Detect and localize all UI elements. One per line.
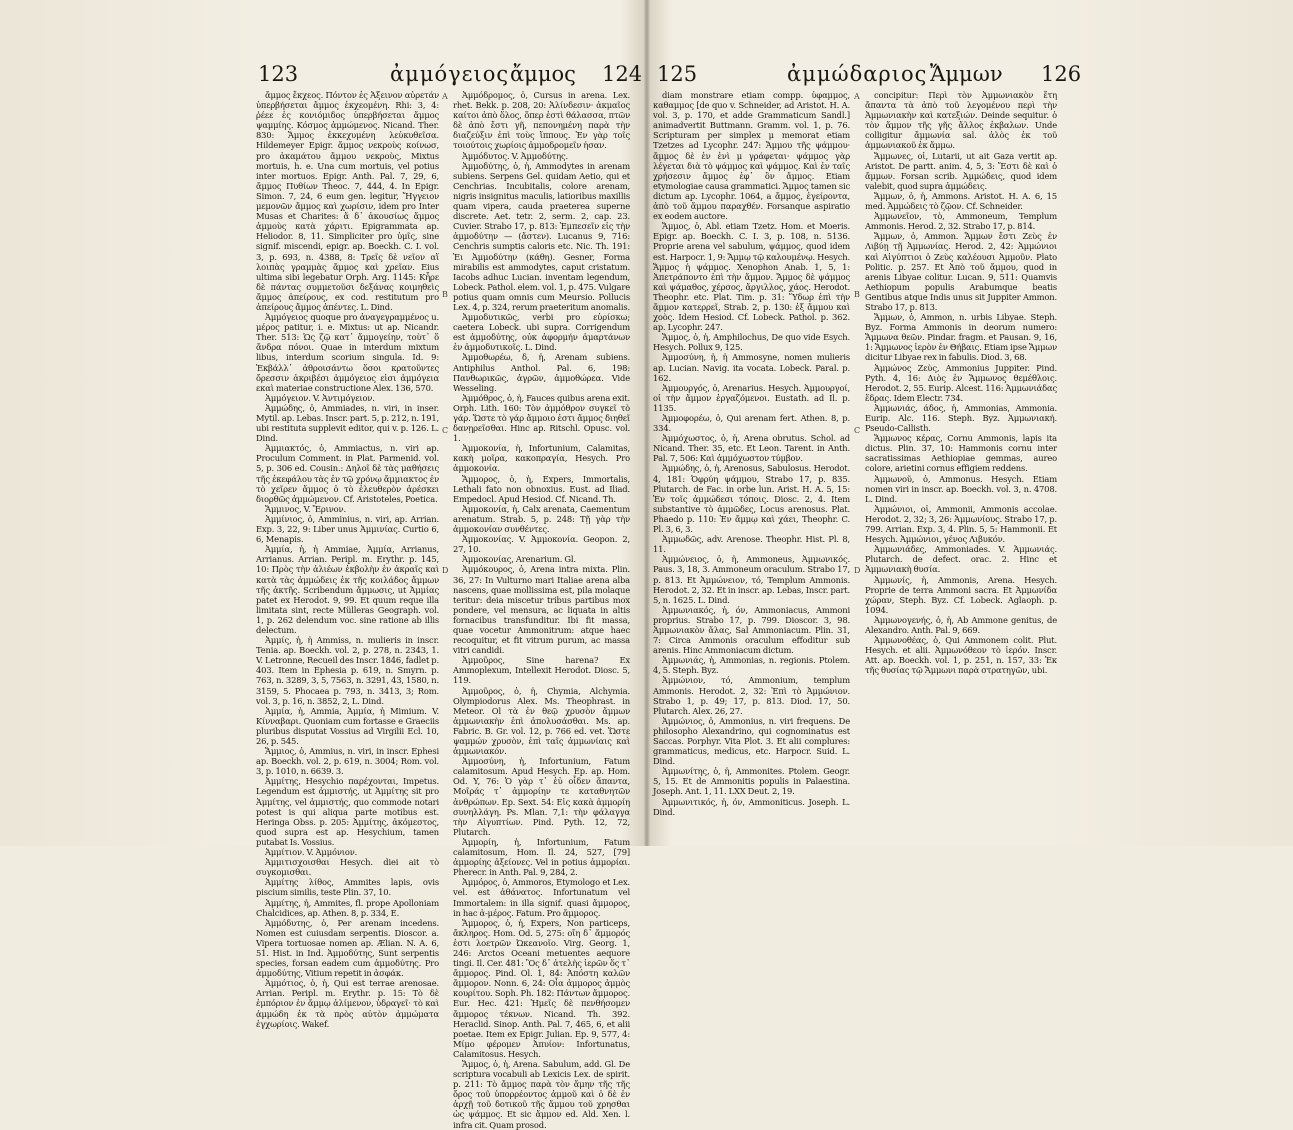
running-headword: ἀμμόγειος — [390, 62, 510, 86]
right-page-header — [647, 62, 1293, 86]
margin-letter: D — [854, 566, 861, 575]
dictionary-entry: Ἀμμοσύνη, ἡ, Infortunium, Fatum calamitosum. Apud Hesych. Ep. ap. Hom. Od. Y, 76: Ὁ γὰρ τ᾽ ἐὐ οἶδεν ἅπαντα, Μοῖράς τ᾽ ἀμμορίην τε καταθνητῶν ἀνθρώπων. Ep. Sext. 54: Εἰς κακὰ ἀμμορίη συνηλλάγη. Ps. Mlan. 7,1: τὴν φάλαγγα τὴν Αἰγυπτίων. Pind. Pyth. 12, 72, Plutarch. — [453, 756, 630, 837]
margin-letter: C — [854, 426, 861, 435]
dictionary-entry: Ἄμμινος, V. Ἔρινον. — [265, 503, 346, 514]
dictionary-entry: Ἀμμόγειος quoque pro ἀναγεγραμμένος u. μέρος patitur, i. e. Mixtus: ut ap. Nicandr. Ther. 513: Ὡς ζῷ κατ᾽ ἄμμογείην, τοὺτ᾽ ὅ ἄνδρα πόνοι. Quae in interdum mixtum libus, interdum scorium singula. Id. 9: Ἐκβάλλ᾽ ἀθροισάντω ὅσοι κρατοῦντες ὄρεσσιν ἀκριβέσι ἀμμόγειος εἰσι ἀμμόγεια εκαὶ materiae constructione Alex. 136, 570. — [256, 312, 439, 393]
dictionary-entry: Ἀμμοκονία, ἡ, Infortunium, Calamitas, κακὴ μοῖρα, κακοπραγία, Hesych. Pro ἀμμοκονία. — [453, 443, 630, 474]
dictionary-entry: Ἀμμία, ἡ, Ammia, Ἀμμία, ἡ Mimium. V. Κίνναβαρι. Quoniam cum fortasse e Graeciis pluribus disputat Vossius ad Virgilii Ecl. 10, 26, p. 545. — [256, 705, 439, 746]
dictionary-entry: Ἀμμώδης, ὁ, Ammiades, n. viri, in inser. Mytil. ap. Lebas. Inscr. part. 5, p. 212, n. 191, ubi restituta supplevit editor, qui v. p. 126. L. Dind. — [256, 402, 440, 444]
running-headword: ἀμμώδαριος — [787, 62, 928, 86]
dictionary-entry: Ἀμμωνίς, ἡ, Ammonis, Arena. Hesych. Proprie de terra Ammoni sacra. Et Ἀμμωνίδα χώραν, Steph. Byz. Cf. Lobeck. Aglaoph. p. 1094. — [865, 574, 1057, 615]
dictionary-entry: Ἀμμωδῶς, adv. Arenose. Theophr. Hist. Pl. 8, 11. — [653, 534, 850, 555]
text-column-b — [865, 90, 1057, 825]
page-number: 123 — [258, 62, 299, 86]
running-headword-right: Ἄμμων — [930, 62, 1003, 86]
dictionary-entry: Ἀμμωνιάς, ἡ, Ammonias, n. regionis. Ptolem. 4, 5. Steph. Byz. — [653, 655, 850, 676]
dictionary-entry: Ἀμμωνιακός, ἡ, όν, Ammoniacus, Ammoni proprius. Strabo 17, p. 799. Dioscor. 3, 98. Ἀμμωνιακὸν ἅλας, Sal Ammoniacum. Plin. 31, 7: Circa Ammonis oraculum effoditur sub arenis. Hinc Ammoniacum dictum. — [653, 604, 850, 656]
dictionary-entry: Ἀμμοσύνη, ἡ, ἡ Ammosyne, nomen mulieris ap. Lucian. Navig. ita vocata. Lobeck. Paral. p. 162. — [653, 352, 850, 383]
dictionary-entry: Ἀμμώνιος, ὁ, Ammonius, n. viri frequens. De philosopho Alexandrino, qui cognominatus est Saccas. Porphyr. Vita Plot. 3. Et alii complures: grammaticus, medicus, etc. Harpocr. Suid. L. Dind. — [653, 715, 850, 767]
dictionary-entry: Ἀμμοθωρέω, δ, ἡ, Arenam subiens. Antiphilus Anthol. Pal. 6, 198: Πανθωρικῶς, ἀγρῶν, ἀμμοθώρεα. Vide Wesseling. — [453, 352, 630, 393]
dictionary-entry: Ἀμμώδης, ὁ, ἡ, Arenosus, Sabulosus. Herodot. 4, 181: Ὀφρύη ψάμμου, Strabo 17, p. 835. Plutarch. de Fac. in orbe lun. Arist. H. A. 5, 15: Ἐν τοῖς ἀμμώδεσι τόποις. Diosc. 2, 4. Item substantive τὸ ἀμμῶδες, Locus arenosus. Plat. Phaedo p. 110: Ἐν ἄμμῳ καὶ χάει, Theophr. C. Pl. 3, 6, 3. — [653, 463, 850, 535]
page-number-right: 124 — [602, 62, 643, 86]
dictionary-entry: Ἄμμων, ὁ, ἡ, Ammons. Aristot. H. A. 6, 15 med. Ἀμμώδεις τὸ ζῷον. Cf. Schneider. — [865, 190, 1057, 212]
dictionary-entry: Ἀμμώνειος, ὁ, ἡ, Ammoneus, Ἀμμωνικός. Paus. 3, 18, 3. Ammoneum oraculum. Strabo 17, p. 813. Et Ἀμμώνειον, τό, Templum Ammonis. Herodot. 2, 32. Et in inscr. ap. Lebas, Inscr. part. 5, n. 1625. L. Dind. — [653, 554, 850, 605]
text-column-b — [453, 90, 630, 1130]
dictionary-entry: Ἀμμοῦρος, Sine harena? Ex Ammoplexum, Intellexit Herodot. Diosc. 5, 119. — [453, 655, 630, 686]
dictionary-entry: Ἀμμωνοθέας, ὁ, Qui Ammonem colit. Plut. Hesych. et alii. Ἀμμωνόθεον τὸ ἱερόν. Inscr. Att. ap. Boeckh. vol. 1, p. 251, n. 157, 33: Ἐκ τῆς θυσίας τῷ Ἄμμωνι παρὰ στρατηγῶν, ubi. — [865, 635, 1057, 676]
dictionary-entry: Ἄμμων, ὁ, Ammon. Ἄμμων ἔστι Ζεὺς ἐν Λιβύῃ τῇ Ἀμμωνίας. Herod. 2, 42: Ἀμμώνιοι καὶ Αἰγύπτιοι ὁ Ζεὺς καλέουσι Ἀμμοῦν. Plato Politic. p. 257. Et Ἀπὸ τοῦ ἄμμου, quod in arenis Libyae colitur. Lucan. 9, 511: Quamvis Aethiopum populis Arabumque beatis Gentibus atque Indis unus sit Juppiter Ammon. Strabo 17, p. 813. — [865, 231, 1057, 312]
page-number: 125 — [657, 62, 698, 86]
dictionary-entry: Ἄμμος, ὁ, ἡ, Amphilochus, De quo vide Esych. Hesych. Pollux 9, 125. — [653, 332, 850, 353]
dictionary-entry: Ἀμμοκονία, ἡ, Calx arenata, Caementum arenatum. Strab. 5, p. 248: Τῇ γὰρ τὴν ἀμμοκονίαν συνθέντες. — [453, 503, 630, 535]
dictionary-entry: Ἀμμωνιτικός, ἡ, όν, Ammoniticus. Joseph. L. Dind. — [653, 796, 850, 817]
text-column-a — [653, 90, 850, 825]
dictionary-entry: Ἄμμωνες, οἱ, Lutarii, ut ait Gaza vertit ap. Aristot. De partt. anim. 4, 5, 3: Ἔστι δὲ καὶ ὁ ἄμμων. Forsan scrib. Ἀμμώδεις, quod idem valebit, quod supra ἀμμώδεις. — [865, 150, 1057, 191]
dictionary-entry: Ἀμμίτιον. V. Ἀμμόνιον. — [265, 847, 358, 858]
dictionary-entry: concipitur: Περὶ τὸν Ἀμμωνιακὸν ἔτη ἄπαντα τὰ ἀπὸ τοῦ λεγομένου περὶ τὴν Ἀμμωνιακὴν καὶ κατεξιών. Deinde sequitur. ὁ τὸν ἄμμον τῆς γῆς ἄλλος ἐκβαλων. Unde colligitur ἄμμωνία sal. ἁλὸς ἐκ τοῦ ἀμμωνιακοῦ ἐκ ἄμμω. — [865, 90, 1057, 151]
dictionary-entry: Ἀμμωνιάς, άδος, ἡ, Ammonias, Ammonia. Eurip. Alc. 116. Steph. Byz. Ἀμμωνιακή. Pseudo-Callisth. — [865, 402, 1057, 434]
dictionary-entry: Ἀμμίνιος, ὁ, Amminius, n. viri, ap. Arrian. Exp. 3, 22, 9: Liber unus Ἀμμινίας. Curtio 6, 6, Menapis. — [256, 513, 439, 545]
margin-letter: D — [442, 566, 449, 575]
dictionary-entry: Ἀμμιακτός, ὁ, Ammiactus, n. viri ap. Proculum Comment. in Plat. Parmenid. vol. 5, p. 306 ed. Cousin.: Δηλοῖ δὲ τὰς μαθήσεις τῆς ἐκεφάλου τὰς ἐν τῷ χρόνῳ ἄμμιακτος ἐν τὸ χεῖρεν ἄμμος ὁ τὸ ἐλευθερὸν ἀρέσκει διορθῶς ἀμμώμενον. Cf. Aristoteles, Poetica. — [256, 443, 439, 504]
dictionary-entry: Ἀμμοφορέω, ὁ, Qui arenam fert. Athen. 8, p. 334. — [653, 413, 850, 434]
left-page — [0, 0, 646, 1130]
dictionary-entry: Ἄμμος, ὁ, Abl. etiam Tzetz. Hom. et Moeris. Epigr. ap. Boeckh. C. I. 3, p. 108, n. 5136. Proprie arena vel sabulum, ψάμμος, quod idem est. Harpocr. 1, 9: Ἄμμῳ τῷ καλουμένῳ. Hesych. Ἄμμος ἡ ψάμμος. Xenophon Anab. 1, 5, 1: Ἀπετράποντο ἐπὶ τὴν ἄμμον. Ἄμμος δὲ ψάμμος καὶ ψάμαθος, χέρσος, ἄργιλλος, χάος. Herodot. Theophr. etc. Plat. Tim. p. 31: Ὕδωρ ἐπὶ τὴν ἄμμον κατερρεῖ, Strab. 2, p. 130: ἐξ ἄμμου καὶ χοὸς. Idem Hesiod. Cf. Lobeck. Pathol. p. 362. ap. Lycophr. 247. — [653, 221, 850, 333]
dictionary-entry: Ἀμμόδυτης, ὁ, Per arenam incedens. Nomen est cuiusdam serpentis. Dioscor. a. Vipera tortuosae nomen ap. Ælian. N. A. 6, 51. Hist. in Ind. Ἀμμοδύτης, Sunt serpentis species, forsan eadem cum ἀμμοδύτης. Pro ἀμμοδύτης, Vitium repetit in ἀσφάκ. — [256, 917, 439, 979]
dictionary-entry: Ἀμμωνιάδες, Ammoniades. V. Ἀμμωνιάς. Plutarch. de defect. orac. 2. Hinc et Ἀμμωνιακὴ θυσία. — [865, 544, 1057, 575]
dictionary-entry: Ἀμμωνεῖον, τὸ, Ammoneum, Templum Ammonis. Herod. 2, 32. Strabo 17, p. 814. — [865, 211, 1057, 232]
dictionary-entry: Ἀμμόρος, ὁ, Ammoros, Etymologo et Lex. vel. est ἀθάνατος. Infortunatum vel Immortalem: in illa signif. quasi ἄμμορος, in hac ἀ-μέρος. Fatum. Pro ἄμμορος. — [453, 877, 630, 918]
margin-letter: A — [442, 92, 448, 101]
dictionary-entry: Ἄμμορος, ὁ, ἡ, Expers, Non particeps, ἄκληρος. Hom. Od. 5, 275: οἴη δ᾽ ἄμμορός ἐστι λοετρῶν Ὠκεανοῖο. Virg. Georg. 1, 246: Arctos Oceani metuentes aequore tingi. Il. Cer. 481: Ὃς δ᾽ ἀτελὴς ἱερῶν ὅς τ᾽ ἄμμορος. Pind. Ol. 1, 84: Ἀπόστη καλῶν ἄμμορον. Nonn. 6, 24: Οἷα ἀμμορος ἀμμὸς κουρίτου. Soph. Ph. 182: Πάντων ἄμμορος. Eur. Hec. 421: Ἡμεῖς δὲ πενθήσομεν ἄμμορος τέκνων. Nicand. Th. 392. Heraclid. Sinop. Anth. Pal. 7, 465, 6, et alii poetae. Item ex Epigr. Julian. Ep. 9, 577, 4: Μίμο φέρομεν Ἀπυίον: Infortunatus, Calamitosus. Hesych. — [453, 917, 630, 1059]
dictionary-entry: Ἀμμώνιοι, οἱ, Ammonii, Ammonis accolae. Herodot. 2, 32; 3, 26: Ἀμμωνίους. Strabo 17, p. 799. Arrian. Exp. 3, 4. Plin. 5, 5: Hammonii. Et Hesych. Ἀμμώνιοι, γένος Λιβυκόν. — [865, 503, 1057, 545]
dictionary-entry: Ἄμμων, ὁ, Ammon, n. urbis Libyae. Steph. Byz. Forma Ammonis in deorum numero: Ἄμμωνα θεῶν. Pindar. fragm. et Pausan. 9, 16, 1: Ἄμμωνος ἱερὸν ἐν Θήβαις. Etiam ipse Ἄμμων dicitur Libyae rex in fabulis. Diod. 3, 68. — [865, 312, 1057, 363]
dictionary-entry: Ἀμμίτης, ἡ, Ammites, fl. prope Apolloniam Chalcidices, ap. Athen. 8, p. 334, E. — [256, 897, 439, 918]
dictionary-entry: Ἄμμος, ὁ, ἡ, Arena. Sabulum, add. Gl. De scriptura vocabuli ab Lexicis Lex. de spirit. p. 211: Τὸ ἄμμος παρὰ τὸν ἄμην τῆς τῆς ὄρος τοῦ ὑπορρέοντος ἀμμοῦ καὶ ὁ δὲ ἐν ἀρχῇ τοῦ δοτικοῦ τῆς ἄμμου τοῦ χρησθαι ὡς ψάμμος. Et sic ἄμμον ed. Ald. Xen. l. infra cit. Quam prosod. — [453, 1059, 630, 1130]
dictionary-entry: Ἀμμόδυτος. V. Ἀμμοδύτης. — [462, 150, 569, 161]
margin-letter: B — [442, 290, 448, 299]
margin-letter: C — [442, 426, 449, 435]
dictionary-entry: Ἀμμόδρομος, ὁ, Cursus in arena. Lex. rhet. Bekk. p. 208, 20: Ἀλίνδεσιν· ἀκμαῖος καίτοι ἀπὸ ὅλος, ὅπερ ἐστὶ θάλασσα, πτῶν δὲ ἀπὸ ἔστι γῆ, πεπονημένη παρὰ τὴν διαζεύξιν ἐπὶ τοὺς ἵππους. Ἐν γὰρ τοῖς τοιούτοις χωρίοις ἀμμοδρομεῖν ἡσαν. — [453, 90, 630, 151]
dictionary-entry: Ἀμμοκονίας. V. Ἀμμοκονία. Geopon. 2, 27, 10. — [453, 534, 630, 555]
dictionary-entry: Ἄμμορος, ὁ, ἡ, Expers, Immortalis, Lethali fato non obnoxius. Eust. ad Iliad. Empedocl. Apud Hesiod. Cf. Nicand. Th. — [453, 473, 630, 504]
dictionary-entry: Ἀμμίς, ἡ, ἡ Ammiss, n. mulieris in inscr. Tenia. ap. Boeckh. vol. 2, p. 278, n. 2343, 1. V. Letronne, Recueil des Inscr. 1846, fadlet p. 403. Item in Ephesia p. 619, n. Smyrn. p. 763, n. 3289, 3, 5, 7563, n. 3291, 43, 1580, n. 3159, 5. Phocaea p. 793, n. 3413, 3; Rom. vol. 3, p. 16, n. 3852, 2, L. Dind. — [256, 635, 439, 706]
margin-letter: B — [854, 290, 860, 299]
dictionary-entry: Ἀμμόγειον. V. Ἀντιμόγειον. — [265, 392, 375, 403]
dictionary-entry: Ἀμμία, ἡ, ἡ Ammiae, Ἀμμία, Arrianus, Arrianus. Arrian. Peripl. m. Erythr. p. 145, 10: Πρὸς τὴν ἁλιέων ἐκβολὴν ἐν ἀκραῖς καὶ κατὰ τὰς ἀμμώδεις ἐκ τῆς κοιλάδος ἄμμων τῆς ἀκτῆς. Scribendum ἄμμωσις, ut Ἀμμίας patet ex Herodot. 9, 99. Et quum reque illa limitata sint, recte Mülleras Geograph. vol. 1, p. 262 delendum voc. sine ratione ab illis delectum. — [256, 544, 439, 635]
running-headword-right: ἄμμος — [510, 62, 576, 86]
dictionary-entry: Ἄμμιος, ὁ, Ammius, n. viri, in inscr. Ephesi ap. Boeckh. vol. 2, p. 619, n. 3004; Rom. vol. 3, p. 1010, n. 6639. 3. — [256, 746, 439, 777]
dictionary-entry: Ἀμμουργός, ὁ, Arenarius. Hesych. Ἀμμουργοί, οἱ τὴν ἄμμον ἐργαζόμενοι. Eustath. ad Il. p. 1135. — [653, 382, 850, 413]
dictionary-entry: Ἀμμόχωστος, ὁ, ἡ, Arena obrutus. Schol. ad Nicand. Ther. 35, etc. Et Leon. Tarent. in Anth. Pal. 7, 506: Καὶ ἀμμόχωστον τύμβον. — [653, 433, 850, 464]
margin-letter: A — [854, 92, 860, 101]
dictionary-entry: Ἄμμωνος κέρας, Cornu Ammonis, lapis ita dictus. Plin. 37, 10: Hammonis cornu inter sacratissimas Aethiopiae gemmas, aureo colore, arietini cornus effigiem reddens. — [865, 433, 1057, 474]
dictionary-entry: Ἀμμίτης λίθος, Ammites lapis, ovis piscium similis, teste Plin. 37, 10. — [256, 877, 439, 898]
dictionary-entry: Ἀμμοδυτικῶς, verbi pro εὑρίσκω; caetera Lobeck. ubi supra. Corrigendum est ἀμμοδύτης, οὐκ ἀφορμήν ἁμαρτάνων ἐν ἀμμοδυτικοῖς. L. Dind. — [453, 312, 630, 353]
dictionary-entry: Ἀμμωνίτης, ὁ, ἡ, Ammonites. Ptolem. Geogr. 5, 15. Et de Ammonitis populis in Palaestina. Joseph. Ant. 1, 11. LXX Deut. 2, 19. — [653, 766, 850, 797]
dictionary-entry: Ἀμμωνογενής, ὁ, ἡ, Ab Ammone genitus, de Alexandro. Anth. Pal. 9, 669. — [865, 614, 1057, 635]
dictionary-entry: Ἀμμίτης, Hesychio παρέχονται, Impetus. Legendum est ἀμμιστής, ut Ἀμμίτης sit pro Ἀμμίτης, vel ἀμμιστής, quo commode notari potest is qui aliqua parte motibus est. Heringa Obss. p. 205: Ἀμμίτης, ἀκόμεστος, quod supra est ap. Hesychium, tamen putabat Is. Vossius. — [256, 776, 439, 847]
dictionary-entry: Ἀμμορίη, ἡ, Infortunium, Fatum calamitosum, Hom. Il. 24, 527, [79] ἀμμορίης ἀξείονες. Vel in potius ἀμμορίαι. Pherecr. in Anth. Pal. 9, 284, 2. — [453, 836, 630, 878]
dictionary-entry: Ἀμμιτισχοισθαι Hesych. diei ait τὸ συγκομισθαι. — [256, 857, 439, 878]
left-page-header — [0, 62, 646, 86]
dictionary-entry: Ἀμμώνος Ζεὺς, Ammonius Juppiter. Pind. Pyth. 4, 16: Διὸς ἐν Ἄμμωνος θεμέθλοις. Herodot. 2, 55. Eurip. Alcest. 116: Ἀμμωνιάδας ἕδρας. Idem Electr. 734. — [865, 362, 1057, 403]
right-page — [647, 0, 1293, 846]
dictionary-entry: Ἀμμοῦρος, ὁ, ἡ, Chymia, Alchymia. Olympiodorus Alex. Ms. Theophrast. in Meteor. Ol τὰ ἐν θεῷ χρυσὸν ἄμμων ἀμμωνιακὴν ἐπὶ ἀπολυσάσθαι. Ms. ap. Fabric. B. Gr. vol. 12, p. 766 ed. vet. Ὥστε ψαμμών χρυσὸν, ἐπὶ ταῖς ἀμμωνίαις καὶ ἀμμωνιακόν. — [453, 685, 630, 757]
dictionary-entry: Ἀμμοδύτης, ὁ, ἡ, Ammodytes in arenam subiens. Serpens Gel. quidam Aetio, qui et Cenchrias. Incubitalis, colore arenam, nigris insignitus maculis, latioribus maxillis quam vipera, cauda praeterea superne discrete. Aet. tetr. 2, serm. 2, cap. 23. Cuvier. Strabo 17, p. 813: Ἐμπεσεῖν εἰς τὴν ἀμμοδύτην — (ἄστεν). Lucanus 9, 716: Cenchris sumptis caloris etc. Nic. Th. 191: Ἐι Ἀμμοδύτην (κάθη). Gesner, Forma mirabilis est ammodytes, caput cristatum. Iacobs adhuc Lucian. inventam legendum, Lobeck. Pathol. elem. vol. 1, p. 475. Vulgare potius quam omnis cum Meursio. Pollucis Lex. 4, p. 324, rerum praeteritum anomalis. — [453, 160, 630, 312]
dictionary-entry: Ἀμμότιος, ὁ, ἡ, Qui est terrae arenosae. Arrian. Peripl. m. Erythr. p. 15: Τὸ δὲ ἐμπόριον ἐν ἄμμῳ ἁλίμενον, ὑδραγεῖ· τὸ καὶ ἀμμώδη ἐκ τὰ πρὸς αὐτὸν ἀμμώματα ἐγχωρίοις. Wakef. — [256, 978, 439, 1029]
dictionary-entry: Ἀμμώνιον, τό, Ammonium, templum Ammonis. Herodot. 2, 32: Ἐπὶ τὸ Ἀμμώνιον. Strabo 1, p. 49; 17, p. 813. Diod. 17, 50. Plutarch. Alex. 26, 27. — [653, 675, 850, 716]
dictionary-entry: ἄμμος ἔκχεος. Πόντον ἐς Ἀξεινον αὐρετάν ὑπερβήσεται ἄμμος ἐκχεομένη. Rhi: 3, 4: ῥέεε ἐς κονιόμιδος ὑπερβήσεται ἄμμος ψαμμίης. Κόσμος ἀμμώμενος. Nicand. Ther. 830: Ἄμμος ἐκκεχυμένη λεὑκυθεῖσα. Hildemeyer Epigr. ἄμμος νεκροὺς κοίνωσ, pro ἀκαμάτου ἄμμου νεκροὺς, Mixtus mortuis, h. e. Una cum mortuis, vel potius inter mortuos. Epigr. Anth. Pal. 7, 29, 6, ἄμμος Πυθίων Theoc. 7, 444, 4. In Epigr. Simon. 7, 24, 6 eum gen. legitur, Ἤγγειον μεμονῶν ἄμμος καὶ χωρίσιν, idem pro Inter Musas et Charites: ἄ δ᾽ ἀκουσίως ἄμμος ἀμμοὺς κατὰ χάριτι. Epigrammata ap. Heliodor. 8, 11. Simpliciter pro ὑμῖς, sine signif. miscendi, epigr. ap. Boeckh. C. I. vol. 3, p. 693, n. 4388, 8: Τρεῖς δὲ νεῖον αἵ λοιπὰς γραμμὰς ἄμμος καὶ χρεῖαν. Eius ultima sibi legebatur Orph. Arg. 1145: Κἦρε δὲ πάντας συμμετοῦσι δεξάνας κοιμηθεὶς ἄμμος ἀπείρους, ex cod. restitutum pro ἀπείρους ἄμμος ἀπέντες. L. Dind. — [256, 90, 439, 312]
dictionary-entry: Ἀμμόθρος, ὁ, ἡ, Fauces quibus arena exit. Orph. Lith. 160: Τὸν ἀμμόθρον συγκεῖ τὸ γάρ. Ὥστε τὸ γάρ ἄμμοιο ἐστι ἄμμος διηθεῖ δανῃρεῖσθαι. Hinc ap. Ritschl. Opusc. vol. 1. — [453, 392, 630, 444]
dictionary-entry: Ἀμμωνοῦ, ὁ, Ammonus. Hesych. Etiam nomen viri in inscr. ap. Boeckh. vol. 3, n. 4708. L. Dind. — [865, 473, 1057, 504]
dictionary-entry: Ἀμμόκουρος, ὁ, Arena intra mixta. Plin. 36, 27: In Vulturno mari Italiae arena alba nascens, quae mollissima est, pila molaque teritur: deia miscetur tribus partibus mox pondere, vel mensura, ac liquata in altis fornacibus transfunditur. Ibi fit massa, quae vocetur Ammonitrum: atque haec recoquitur, et fit vitrum purum, ac massa vitri candidi. — [453, 564, 630, 656]
dictionary-entry: diam monstrare etiam compp. ὑφαμμος, καθαμμος [de quo v. Schneider, ad Aristot. H. A. vol. 3, p. 170, et adde Grammaticum Sandl.] animadvertit Buttmann. Gramm. vol. 1, p. 76. Scripturam per simplex μ memorat etiam Tzetzes ad Lycophr. 247: Ἄμμου τῆς ψάμμου· ἄμμος δὲ ἐν ἑνὶ μ γράφεται· ψάμμος γὰρ λέγεται διὰ τὸ ψάμμος καὶ ψάμμος. Καὶ ἐν ταῖς χρήσεσιν ἄμμος ἐφ᾽ ὃν ἄμμος. Etiam etymologiae causa grammatici. Ἄμμος tamen sic dictum ap. Lycophr. 1064, a ἄμμος, ἐγείροντα, ἀπὸ τοῦ ἄμμου παραχθέν. Forsanque aspiratio ex eodem auctore. — [653, 90, 850, 222]
dictionary-entry: Ἀμμοκονίας, Arenarium. Gl. — [462, 554, 576, 565]
text-column-a — [256, 90, 440, 1029]
page-number-right: 126 — [1041, 62, 1082, 86]
